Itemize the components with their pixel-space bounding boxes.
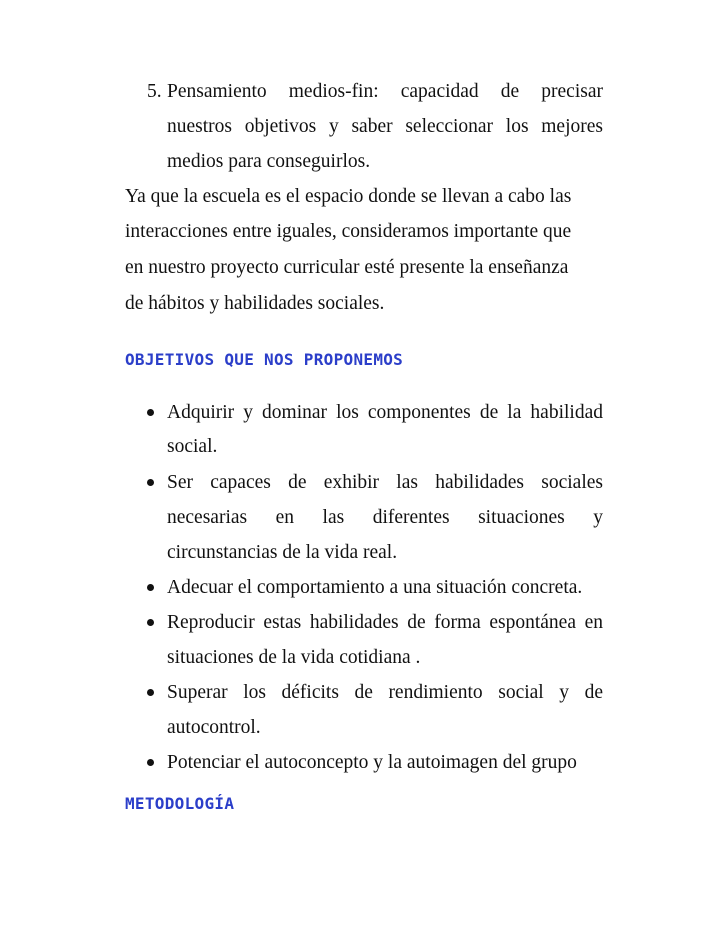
bullet-icon: [147, 759, 154, 766]
list-item-line: Pensamiento medios-fin: capacidad de precisar: [167, 81, 603, 102]
paragraph-line: interacciones entre iguales, consideramos importante que: [125, 221, 572, 242]
list-number: 5.: [147, 81, 162, 102]
bullet-line: Ser capaces de exhibir las habilidades sociales: [167, 472, 603, 493]
bullet-line: Adquirir y dominar los componentes de la habilidad: [167, 402, 603, 423]
bullet-icon: [147, 619, 154, 626]
section-heading-metodologia: METODOLOGÍA: [125, 794, 235, 813]
paragraph-line: Ya que la escuela es el espacio donde se llevan a cabo las: [125, 186, 572, 207]
bullet-line: situaciones de la vida cotidiana .: [167, 647, 421, 668]
bullet-icon: [147, 689, 154, 696]
bullet-icon: [147, 409, 154, 416]
bullet-line: Adecuar el comportamiento a una situación concreta.: [167, 577, 583, 598]
bullet-line: Superar los déficits de rendimiento social y de: [167, 682, 603, 703]
bullet-line: autocontrol.: [167, 717, 261, 738]
bullet-line: necesarias en las diferentes situaciones y: [167, 507, 603, 528]
bullet-line: circunstancias de la vida real.: [167, 542, 398, 563]
list-item-line: nuestros objetivos y saber seleccionar los mejores: [167, 116, 603, 137]
paragraph-line: de hábitos y habilidades sociales.: [125, 293, 385, 314]
paragraph-line: en nuestro proyecto curricular esté presente la enseñanza: [125, 257, 569, 278]
bullet-line: social.: [167, 436, 218, 457]
section-heading-objetivos: OBJETIVOS QUE NOS PROPONEMOS: [125, 350, 404, 369]
bullet-line: Potenciar el autoconcepto y la autoimagen del grupo: [167, 752, 577, 773]
bullet-line: Reproducir estas habilidades de forma espontánea en: [167, 612, 603, 633]
bullet-icon: [147, 479, 154, 486]
list-item-line: medios para conseguirlos.: [167, 151, 371, 172]
bullet-icon: [147, 584, 154, 591]
